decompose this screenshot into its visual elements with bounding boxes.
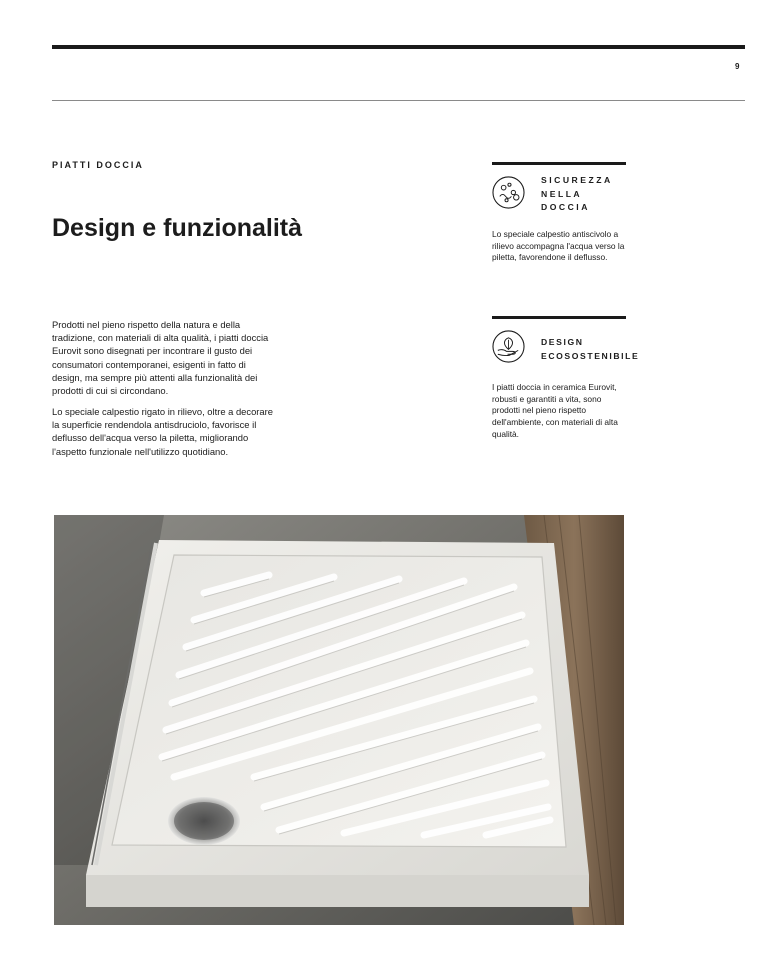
page-title: Design e funzionalità [52, 214, 303, 242]
water-drops-icon [492, 176, 525, 209]
feature-bar [492, 162, 626, 165]
body-paragraph: Lo speciale calpestio rigato in rilievo, oltre a decorare la superficie rendendola antisdruciolo, favorisce il deflusso dell'acqua verso la piletta, migliorando l'aspetto funzionale nell'utilizzo quotidiano. [52, 406, 273, 457]
feature-description: I piatti doccia in ceramica Eurovit, robusti e garantiti a vita, sono prodotti nel pieno rispetto dell'ambiente, con materiali di alta qualità. [492, 382, 618, 439]
feature-title: DESIGN ECOSOSTENIBILE [541, 337, 640, 361]
intro-paragraph: Prodotti nel pieno rispetto della natura e della tradizione, con materiali di alta qualità, i piatti doccia Eurovit sono disegnati per incontrare il gusto dei consumatori contemporanei, esigenti in fatto di design, ma sempre più attenti alla funzionalità dei prodotti di cui si circondano. [52, 319, 269, 397]
feature-title: SICUREZZA NELLA DOCCIA [541, 175, 613, 212]
header-divider [52, 100, 745, 101]
top-rule [52, 45, 745, 49]
feature-safety [492, 162, 626, 263]
shower-tray-photo [54, 515, 624, 925]
feature-description: Lo speciale calpestio antiscivolo a rilievo accompagna l'acqua verso la piletta, favorendone il deflusso. [492, 229, 625, 263]
section-label: PIATTI DOCCIA [52, 160, 144, 170]
feature-eco-design [492, 316, 640, 439]
feature-bar [492, 316, 626, 319]
page-number: 9 [735, 62, 740, 71]
leaf-hand-icon [492, 330, 525, 363]
